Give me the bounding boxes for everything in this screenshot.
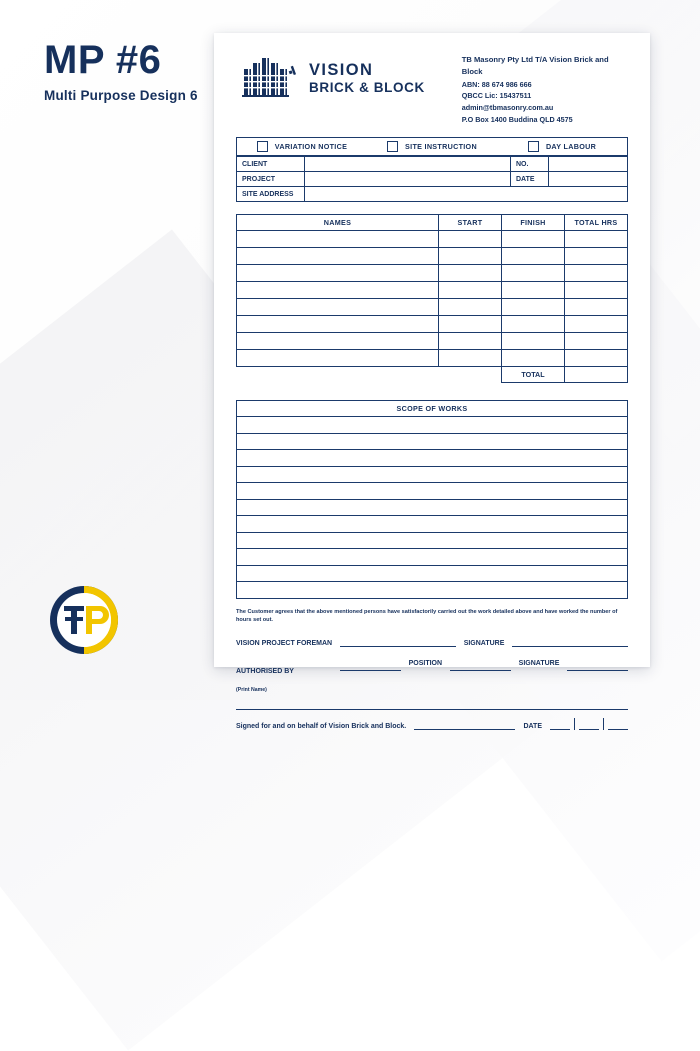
- cell-total[interactable]: [565, 350, 628, 367]
- scope-line[interactable]: [237, 466, 628, 483]
- brand-name-line2: BRICK & BLOCK: [309, 80, 425, 96]
- input-date[interactable]: [549, 172, 628, 187]
- label-position: POSITION: [408, 659, 443, 667]
- label-authorised-by-group: [236, 660, 332, 696]
- cell-finish[interactable]: [502, 231, 565, 248]
- cell-finish[interactable]: [502, 248, 565, 265]
- scope-line[interactable]: [237, 483, 628, 500]
- cell-name[interactable]: [237, 333, 439, 350]
- cell-name[interactable]: [237, 282, 439, 299]
- brand-name-line1: VISION: [309, 60, 374, 79]
- label-date: DATE: [523, 722, 542, 730]
- input-site-address[interactable]: [305, 187, 628, 202]
- table-row: [237, 532, 628, 549]
- table-total-row: [237, 367, 628, 383]
- cell-name[interactable]: [237, 248, 439, 265]
- table-row: [237, 433, 628, 450]
- brand-lockup: [236, 51, 452, 102]
- scope-line[interactable]: [237, 549, 628, 566]
- cell-name[interactable]: [237, 299, 439, 316]
- input-date-year[interactable]: [608, 719, 628, 730]
- input-total[interactable]: [565, 367, 628, 383]
- label-site-address: SITE ADDRESS: [237, 187, 305, 202]
- signed-on-behalf-row: [236, 709, 628, 730]
- checkbox-site-instruction[interactable]: [367, 141, 497, 152]
- scope-line[interactable]: [237, 565, 628, 582]
- poster-subheadline: Multi Purpose Design 6: [44, 88, 198, 103]
- table-header-row: [237, 401, 628, 417]
- scope-line[interactable]: [237, 582, 628, 599]
- letterhead: [236, 51, 628, 125]
- table-row: [237, 565, 628, 582]
- checkbox-label: DAY LABOUR: [545, 142, 597, 152]
- table-row: [237, 316, 628, 333]
- authorised-by-row: [236, 660, 628, 696]
- label-project: PROJECT: [237, 172, 305, 187]
- cell-total[interactable]: [565, 316, 628, 333]
- input-no[interactable]: [549, 157, 628, 172]
- cell-start[interactable]: [439, 333, 502, 350]
- column-header-finish: FINISH: [502, 215, 565, 231]
- table-row: [237, 333, 628, 350]
- company-email: admin@tbmasonry.com.au: [461, 102, 554, 112]
- cell-start[interactable]: [439, 282, 502, 299]
- scope-line[interactable]: [237, 516, 628, 533]
- checkbox-label: VARIATION NOTICE: [274, 142, 348, 152]
- table-row: [237, 483, 628, 500]
- table-row: [237, 417, 628, 434]
- input-position[interactable]: [450, 660, 511, 671]
- cell-finish[interactable]: [502, 350, 565, 367]
- cell-finish[interactable]: [502, 299, 565, 316]
- input-client[interactable]: [305, 157, 511, 172]
- cell-start[interactable]: [439, 299, 502, 316]
- tp-monogram-logo: [48, 584, 120, 656]
- input-foreman-name[interactable]: [340, 636, 456, 647]
- table-row: [237, 350, 628, 367]
- cell-total[interactable]: [565, 299, 628, 316]
- foreman-signature-row: [236, 636, 628, 647]
- cell-total[interactable]: [565, 282, 628, 299]
- spacer-cell: [237, 367, 439, 383]
- cell-name[interactable]: [237, 350, 439, 367]
- date-divider: [603, 718, 604, 730]
- label-total: TOTAL: [502, 367, 565, 383]
- table-row: [237, 516, 628, 533]
- input-date-day[interactable]: [550, 719, 570, 730]
- cell-start[interactable]: [439, 265, 502, 282]
- cell-total[interactable]: [565, 265, 628, 282]
- column-header-total-hrs: TOTAL HRS: [565, 215, 628, 231]
- cell-finish[interactable]: [502, 316, 565, 333]
- company-qbcc-licence: QBCC Lic: 15437511: [461, 91, 532, 101]
- column-header-start: START: [439, 215, 502, 231]
- scope-line[interactable]: [237, 417, 628, 434]
- scope-of-works-table: [236, 400, 628, 599]
- table-row: [237, 582, 628, 599]
- cell-name[interactable]: [237, 316, 439, 333]
- label-print-name: (Print Name): [236, 686, 267, 693]
- cell-total[interactable]: [565, 333, 628, 350]
- scope-line[interactable]: [237, 499, 628, 516]
- table-row: [237, 499, 628, 516]
- checkbox-variation-notice[interactable]: [237, 141, 367, 152]
- table-row: [237, 231, 628, 248]
- hours-table: [236, 214, 628, 383]
- label-signed-on-behalf: Signed for and on behalf of Vision Brick and Block.: [236, 722, 407, 730]
- cell-name[interactable]: [237, 265, 439, 282]
- cell-name[interactable]: [237, 231, 439, 248]
- cell-finish[interactable]: [502, 333, 565, 350]
- label-foreman: VISION PROJECT FOREMAN: [236, 639, 333, 647]
- signature-block: [236, 636, 628, 730]
- label-date: DATE: [511, 172, 549, 187]
- table-row: [237, 282, 628, 299]
- company-legal-name: TB Masonry Pty Ltd T/A Vision Brick and Block: [461, 55, 609, 77]
- table-row: [237, 248, 628, 265]
- label-no: NO.: [511, 157, 549, 172]
- company-address: P.O Box 1400 Buddina QLD 4575: [461, 114, 573, 124]
- cell-start[interactable]: [439, 248, 502, 265]
- company-details: [462, 51, 628, 125]
- spacer-cell: [439, 367, 502, 383]
- input-project[interactable]: [305, 172, 511, 187]
- input-date-month[interactable]: [579, 719, 599, 730]
- client-info-table: [236, 156, 628, 202]
- label-signature-2: SIGNATURE: [518, 659, 560, 667]
- scope-line[interactable]: [237, 532, 628, 549]
- table-row: [237, 157, 628, 172]
- input-authorised-by[interactable]: [340, 660, 401, 671]
- disclaimer-text: The Customer agrees that the above mentioned persons have satisfactorily carried out the work detailed above and have worked the number of hours set out.: [236, 608, 618, 624]
- cell-total[interactable]: [565, 231, 628, 248]
- date-input-group[interactable]: [550, 718, 628, 730]
- table-row: [237, 466, 628, 483]
- company-abn: ABN: 88 674 986 666: [461, 79, 532, 89]
- scope-line[interactable]: [237, 450, 628, 467]
- column-header-names: NAMES: [237, 215, 439, 231]
- checkbox-icon[interactable]: [387, 141, 398, 152]
- table-row: [237, 299, 628, 316]
- date-divider: [574, 718, 575, 730]
- input-signed-on-behalf[interactable]: [414, 719, 515, 730]
- cell-finish[interactable]: [502, 265, 565, 282]
- checkbox-label: SITE INSTRUCTION: [405, 142, 477, 152]
- label-client: CLIENT: [237, 157, 305, 172]
- vision-brick-block-logo-icon: [242, 55, 300, 102]
- form-type-checkbox-bar: [236, 137, 628, 156]
- cell-finish[interactable]: [502, 282, 565, 299]
- table-row: [237, 450, 628, 467]
- table-row: [237, 172, 628, 187]
- poster-headline: MP #6: [44, 38, 162, 82]
- column-header-scope: SCOPE OF WORKS: [237, 401, 628, 417]
- table-row: [237, 187, 628, 202]
- input-authorised-signature[interactable]: [567, 660, 628, 671]
- checkbox-icon[interactable]: [257, 141, 268, 152]
- input-foreman-signature[interactable]: [512, 636, 628, 647]
- cell-start[interactable]: [439, 316, 502, 333]
- table-row: [237, 549, 628, 566]
- table-row: [237, 265, 628, 282]
- checkbox-day-labour[interactable]: [497, 141, 627, 152]
- label-signature: SIGNATURE: [463, 639, 505, 647]
- table-header-row: [237, 215, 628, 231]
- checkbox-icon[interactable]: [528, 141, 539, 152]
- cell-start[interactable]: [439, 231, 502, 248]
- form-document: [214, 33, 650, 730]
- label-authorised-by: AUTHORISED BY: [236, 667, 294, 675]
- scope-line[interactable]: [237, 433, 628, 450]
- cell-total[interactable]: [565, 248, 628, 265]
- cell-start[interactable]: [439, 350, 502, 367]
